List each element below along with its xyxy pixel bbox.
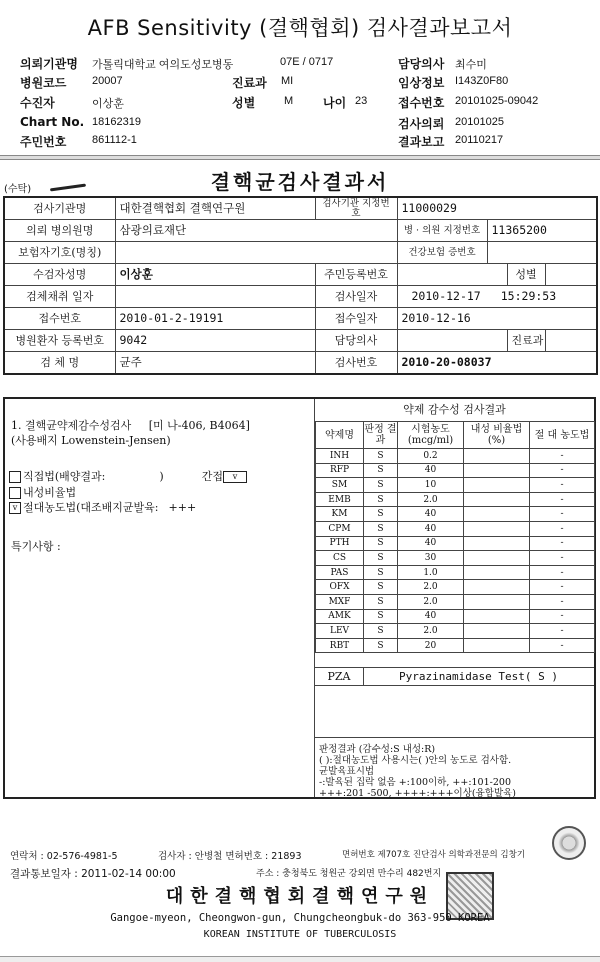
drug-result: S: [364, 507, 398, 522]
direct-close: ): [159, 470, 164, 483]
drug-result: S: [364, 638, 398, 653]
drug-ratio: [464, 594, 530, 609]
info-table: [3, 196, 598, 375]
drug-name: RBT: [316, 638, 364, 653]
drug-abs: -: [530, 594, 595, 609]
table-row: [4, 330, 597, 352]
drug-row: [316, 463, 595, 478]
drug-result: S: [364, 624, 398, 639]
indirect-checkbox[interactable]: v: [223, 471, 247, 483]
table-row: [4, 197, 597, 220]
drug-row: [316, 507, 595, 522]
col-judgment: 판정 결과: [364, 422, 398, 449]
interp-line: 균발육표시법: [319, 766, 375, 777]
license-info: 면허번호 제707호 진단검사 의학과전문의 김창기: [342, 850, 526, 860]
drug-result: S: [364, 551, 398, 566]
rrn-row-value: [397, 264, 507, 286]
dept-label: 진료과: [232, 76, 267, 90]
institute-name-ko: 대한결핵협회결핵연구원: [165, 886, 435, 907]
chart-no-value: 18162319: [92, 116, 141, 128]
interp-line: ( ):절대농도법 사용시는( )안의 농도로 검사함.: [319, 755, 512, 766]
patient-name-value: 이상훈: [115, 264, 315, 286]
sex-value: M: [284, 95, 294, 107]
drug-abs: -: [530, 449, 595, 464]
method-panel: [5, 399, 315, 797]
clinical-info-value: I143Z0F80: [455, 75, 509, 87]
drug-row: [316, 580, 595, 595]
drug-ratio: [464, 463, 530, 478]
method-title: 1. 결핵균약제감수성검사: [11, 419, 132, 432]
age-value: 23: [355, 95, 368, 107]
results-box: [3, 397, 596, 799]
referrer-value: 삼광의료재단: [115, 220, 397, 242]
pza-row: [315, 667, 594, 686]
drug-conc: 2.0: [398, 492, 464, 507]
address-ko: 주소 : 충청북도 청원군 강외면 만수리 482번지: [256, 869, 442, 879]
address-en: Gangoe-myeon, Cheongwon-gun, Chungcheongbuk-do 363-950 KOREA: [110, 912, 490, 924]
patient-label: 수진자: [20, 96, 55, 110]
drug-conc: 20: [398, 638, 464, 653]
susceptibility-title: 약제 감수성 검사결과: [315, 399, 594, 422]
drug-abs: -: [530, 521, 595, 536]
interp-line: -:발육된 집락 없음 +:100이하, ++:101-200: [319, 777, 511, 788]
header-divider: [0, 155, 600, 160]
page-edge: [0, 956, 600, 962]
drug-conc: 40: [398, 521, 464, 536]
pza-result: Pyrazinamidase Test( S ): [399, 670, 558, 683]
report-date-value: 20110217: [455, 134, 504, 146]
hospital-code-value: 20007: [92, 75, 123, 87]
table-row: [4, 308, 597, 330]
test-request-value: 20101025: [455, 116, 504, 128]
remarks-label: 특기사항 :: [11, 540, 61, 553]
report-date-label: 결과보고: [398, 135, 445, 149]
drug-ratio: [464, 580, 530, 595]
test-date-value: 2010-12-17: [411, 289, 481, 303]
drug-result: S: [364, 609, 398, 624]
insurer-value: [115, 242, 397, 264]
sex-row-label: 성별: [507, 264, 545, 286]
attending-value: 최수미: [455, 59, 487, 71]
table-row: [4, 220, 597, 242]
table-row: [4, 286, 597, 308]
ratio-checkbox[interactable]: [9, 487, 21, 499]
drug-conc: 10: [398, 478, 464, 493]
interp-line: +++:201 -500, ++++:+++이상(융합발육): [319, 788, 517, 799]
drug-name: EMB: [316, 492, 364, 507]
drug-conc: 40: [398, 609, 464, 624]
test-no-label: 검사번호: [315, 352, 397, 375]
lab-no-label: 검사기관 지정번호: [315, 197, 397, 220]
health-ins-label: 건강보험 증번호: [397, 242, 487, 264]
dept-row-label: 진료과: [507, 330, 545, 352]
specimen-value: 균주: [115, 352, 315, 375]
drug-ratio: [464, 492, 530, 507]
drug-row: [316, 521, 595, 536]
abs-checkbox[interactable]: v: [9, 502, 21, 514]
doctor-label: 담당의사: [315, 330, 397, 352]
drug-abs: -: [530, 536, 595, 551]
drug-name: RFP: [316, 463, 364, 478]
drug-name: OFX: [316, 580, 364, 595]
drug-abs: -: [530, 478, 595, 493]
abs-method: [9, 499, 196, 515]
drug-ratio: [464, 638, 530, 653]
receipt-no-row-label: 접수번호: [4, 308, 115, 330]
table-row: [4, 264, 597, 286]
test-date-cell: [397, 286, 597, 308]
drug-conc: 2.0: [398, 580, 464, 595]
document-title: AFB Sensitivity (결핵협회) 검사결과보고서: [87, 16, 513, 40]
ratio-method: [9, 484, 76, 500]
media-line: (사용배지 Lowenstein-Jensen): [11, 434, 171, 447]
drug-row: [316, 565, 595, 580]
hospital-pt-no-label: 병원환자 등록번호: [4, 330, 115, 352]
drug-name: KM: [316, 507, 364, 522]
patient-value: 이상훈: [92, 98, 124, 110]
dept-value: MI: [281, 75, 294, 87]
sex-label: 성별: [232, 96, 256, 110]
drug-abs: -: [530, 507, 595, 522]
drug-name: CPM: [316, 521, 364, 536]
interp-line: 판정결과 (감수성:S 내성:R): [319, 744, 436, 755]
consignment-note: (수탁): [4, 184, 32, 195]
receipt-no-value: 20101025-09042: [455, 95, 539, 107]
drug-result: S: [364, 463, 398, 478]
drug-row: [316, 624, 595, 639]
drug-name: CS: [316, 551, 364, 566]
col-conc: 시험농도 (mcg/ml): [398, 422, 464, 449]
drug-name: MXF: [316, 594, 364, 609]
drug-abs: -: [530, 492, 595, 507]
test-request-label: 검사의뢰: [398, 117, 445, 131]
table-row: [4, 242, 597, 264]
drug-conc: 40: [398, 536, 464, 551]
age-label: 나이: [323, 96, 347, 110]
patient-name-label: 수검자성명: [4, 264, 115, 286]
col-drug: 약제명: [316, 422, 364, 449]
drug-abs: -: [530, 609, 595, 624]
abs-label: 절대농도법(대조배지균발육:: [23, 501, 159, 514]
chart-no-label: Chart No.: [20, 115, 85, 129]
interpretation-notes: [315, 737, 594, 798]
lab-no-value: 11000029: [397, 197, 597, 220]
drug-name: LEV: [316, 624, 364, 639]
drug-ratio: [464, 565, 530, 580]
drug-ratio: [464, 609, 530, 624]
col-ratio: 내성 비율법(%): [464, 422, 530, 449]
round-stamp-icon: [552, 826, 586, 860]
drug-row: [316, 478, 595, 493]
receipt-date-label: 접수일자: [315, 308, 397, 330]
drug-result: S: [364, 594, 398, 609]
drug-row: [316, 492, 595, 507]
drug-ratio: [464, 624, 530, 639]
examiner-info: 검사자 : 안병철 면허번호 : 21893: [158, 851, 302, 862]
attending-label: 담당의사: [398, 57, 445, 71]
collect-date-value: [115, 286, 315, 308]
hospital-code-label: 병원코드: [20, 76, 67, 90]
drug-result: S: [364, 449, 398, 464]
drug-abs: -: [530, 638, 595, 653]
drug-ratio: [464, 478, 530, 493]
drug-result: S: [364, 521, 398, 536]
notify-date: 결과통보일자 : 2011-02-14 00:00: [10, 868, 176, 880]
test-no-value: 2010-20-08037: [397, 352, 597, 375]
drug-conc: 30: [398, 551, 464, 566]
drug-result: S: [364, 565, 398, 580]
direct-checkbox[interactable]: [9, 471, 21, 483]
drug-result: S: [364, 580, 398, 595]
collect-date-label: 검체채취 일자: [4, 286, 115, 308]
drug-conc: 1.0: [398, 565, 464, 580]
receipt-no-label: 접수번호: [398, 96, 445, 110]
drug-name: SM: [316, 478, 364, 493]
drug-ratio: [464, 521, 530, 536]
test-date-label: 검사일자: [315, 286, 397, 308]
drug-row: [316, 638, 595, 653]
institute-name-en: KOREAN INSTITUTE OF TUBERCULOSIS: [203, 929, 397, 940]
health-ins-value: [487, 242, 597, 264]
table-header-row: [316, 422, 595, 449]
method-line: [11, 417, 250, 433]
dept-row-value: [545, 330, 597, 352]
drug-conc: 40: [398, 507, 464, 522]
method-code: [미 나-406, B4064]: [148, 419, 250, 432]
drug-conc: 2.0: [398, 624, 464, 639]
sex-row-value: [545, 264, 597, 286]
test-time-value: 15:29:53: [500, 289, 557, 303]
clinic-no-value: 11365200: [487, 220, 597, 242]
abs-value: +++: [168, 501, 197, 514]
rrn-value: 861112-1: [92, 134, 137, 146]
insurer-label: 보험자기호(명칭): [4, 242, 115, 264]
requesting-org-value: 가톨릭대학교 여의도성모병동: [92, 59, 234, 71]
pza-label: PZA: [315, 668, 364, 685]
direct-label: 직접법(배양결과:: [23, 470, 106, 483]
drug-abs: -: [530, 463, 595, 478]
table-row: [4, 352, 597, 375]
susceptibility-panel: [315, 399, 594, 797]
hospital-pt-no-value: 9042: [115, 330, 315, 352]
drug-ratio: [464, 449, 530, 464]
receipt-date-value: 2010-12-16: [397, 308, 597, 330]
drug-abs: -: [530, 565, 595, 580]
specimen-label: 검 체 명: [4, 352, 115, 375]
report-title: 결핵균검사결과서: [210, 170, 390, 194]
drug-abs: -: [530, 624, 595, 639]
lab-name-value: 대한결핵협회 결핵연구원: [115, 197, 315, 220]
drug-ratio: [464, 507, 530, 522]
susceptibility-rows: [316, 449, 595, 653]
contact-info: 연락처 : 02-576-4981-5: [10, 851, 118, 862]
drug-name: PTH: [316, 536, 364, 551]
drug-name: INH: [316, 449, 364, 464]
requesting-org-label: 의뢰기관명: [20, 57, 78, 71]
direct-method: [9, 468, 249, 484]
drug-conc: 2.0: [398, 594, 464, 609]
rrn-row-label: 주민등록번호: [315, 264, 397, 286]
drug-row: [316, 536, 595, 551]
drug-row: [316, 594, 595, 609]
ratio-label: 내성비율법: [23, 486, 77, 499]
indirect-label: 간접: [201, 470, 223, 483]
drug-row: [316, 551, 595, 566]
clinic-no-label: 병 · 의원 지정번호: [397, 220, 487, 242]
rrn-label: 주민번호: [20, 135, 67, 149]
drug-result: S: [364, 536, 398, 551]
doctor-value: [397, 330, 507, 352]
drug-result: S: [364, 492, 398, 507]
drug-conc: 0.2: [398, 449, 464, 464]
drug-row: [316, 449, 595, 464]
drug-abs: -: [530, 580, 595, 595]
drug-name: AMK: [316, 609, 364, 624]
drug-name: PAS: [316, 565, 364, 580]
drug-result: S: [364, 478, 398, 493]
ward-value: 07E / 0717: [280, 56, 334, 68]
referrer-label: 의뢰 병의원명: [4, 220, 115, 242]
col-abs: 절 대 농도법: [530, 422, 595, 449]
drug-ratio: [464, 536, 530, 551]
drug-row: [316, 609, 595, 624]
susceptibility-table: [315, 421, 595, 653]
drug-abs: -: [530, 551, 595, 566]
receipt-no-row-value: 2010-01-2-19191: [115, 308, 315, 330]
drug-conc: 40: [398, 463, 464, 478]
drug-ratio: [464, 551, 530, 566]
lab-name-label: 검사기관명: [4, 197, 115, 220]
clinical-info-label: 임상정보: [398, 76, 445, 90]
